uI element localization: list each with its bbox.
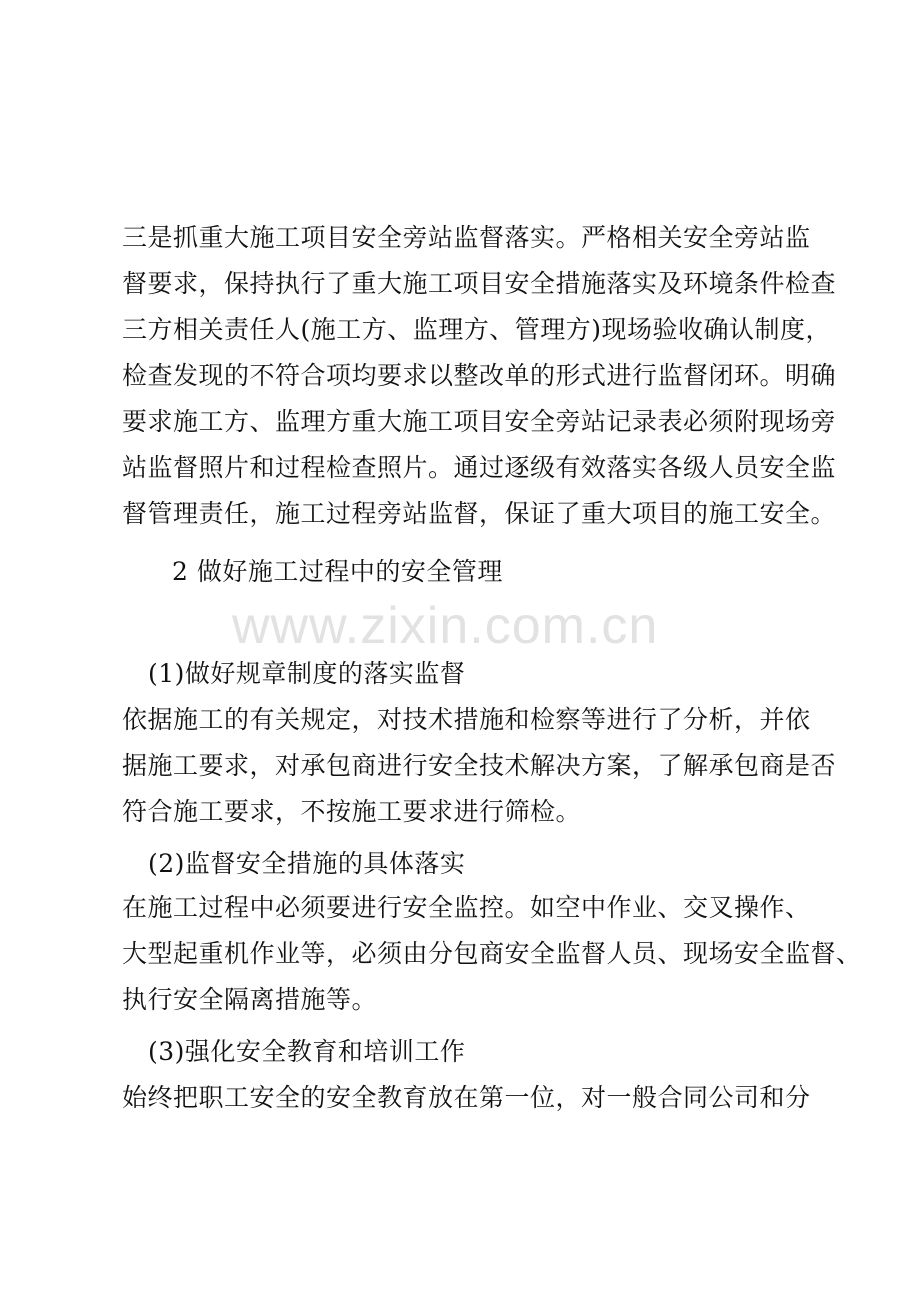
paragraph-line: 执行安全隔离措施等。	[122, 985, 378, 1014]
paragraph-line: 站监督照片和过程检查照片。通过逐级有效落实各级人员安全监	[122, 453, 837, 482]
section-heading: 2 做好施工过程中的安全管理	[172, 557, 503, 586]
paragraph-line: 在施工过程中必须要进行安全监控。如空中作业、交叉操作、	[122, 893, 811, 922]
paragraph-line: 依据施工的有关规定，对技术措施和检察等进行了分析，并依	[122, 705, 811, 734]
subsection-heading: (1)做好规章制度的落实监督	[148, 659, 466, 688]
subsection-heading: (2)监督安全措施的具体落实	[148, 849, 466, 878]
paragraph-line: 始终把职工安全的安全教育放在第一位，对一般合同公司和分	[122, 1083, 811, 1112]
paragraph-line: 三方相关责任人(施工方、监理方、管理方)现场验收确认制度，	[122, 315, 832, 344]
paragraph-line: 符合施工要求，不按施工要求进行筛检。	[122, 797, 582, 826]
paragraph-line: 要求施工方、监理方重大施工项目安全旁站记录表必须附现场旁	[122, 407, 837, 436]
subsection-heading: (3)强化安全教育和培训工作	[148, 1037, 466, 1066]
paragraph-line: 检查发现的不符合项均要求以整改单的形式进行监督闭环。明确	[122, 361, 837, 390]
paragraph-line: 督管理责任，施工过程旁站监督，保证了重大项目的施工安全。	[122, 499, 837, 528]
paragraph-line: 督要求，保持执行了重大施工项目安全措施落实及环境条件检查	[122, 269, 837, 298]
watermark: www.zixin.com.cn	[232, 597, 659, 655]
paragraph-line: 大型起重机作业等，必须由分包商安全监督人员、现场安全监督、	[122, 939, 862, 968]
paragraph-line: 据施工要求，对承包商进行安全技术解决方案，了解承包商是否	[122, 751, 837, 780]
paragraph-line: 三是抓重大施工项目安全旁站监督落实。严格相关安全旁站监	[122, 223, 811, 252]
